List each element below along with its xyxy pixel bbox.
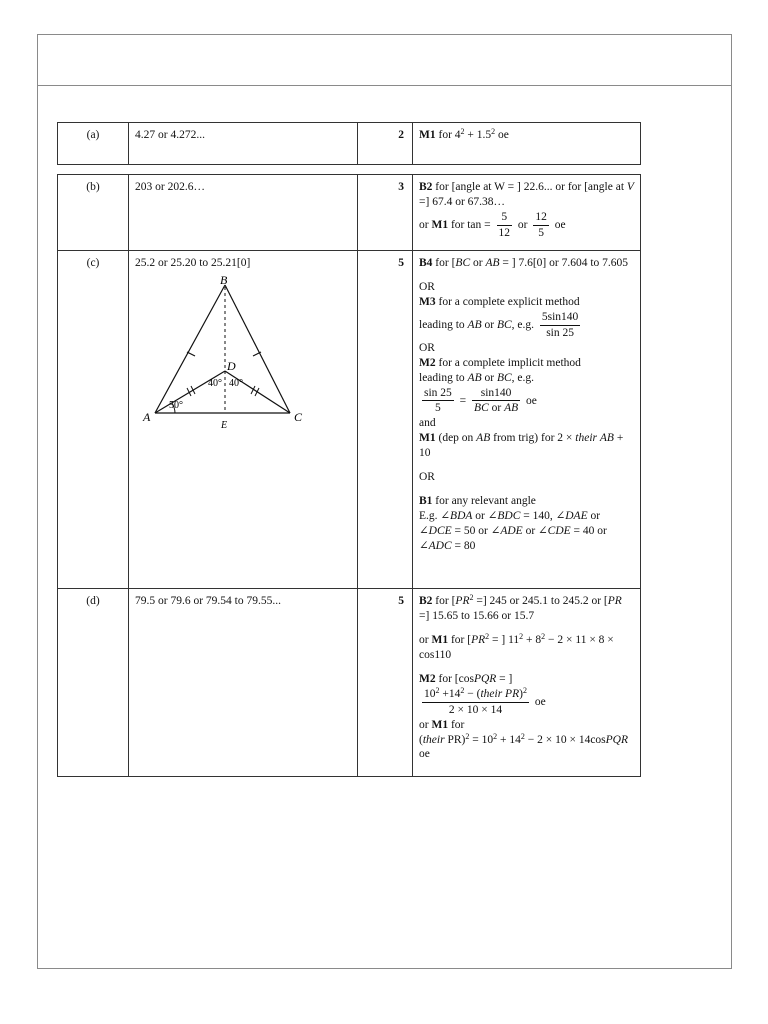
vertex-label-e: E: [221, 419, 228, 431]
note-text: =] 67.4 or 67.38…: [419, 195, 506, 208]
note-text: or: [481, 318, 497, 331]
mark-code: M1: [431, 218, 449, 231]
note-text: E.g. ∠: [419, 510, 451, 523]
math-var: AB: [467, 371, 482, 384]
angle-label: 40°: [208, 377, 222, 389]
note-text: = 140, ∠: [520, 510, 566, 523]
notes-cell: [413, 175, 641, 251]
math-var: BC: [455, 257, 471, 269]
answer-cell: 4.27 or 4.272...: [129, 123, 358, 165]
angle-label: 50°: [169, 399, 183, 411]
numerator: [422, 687, 529, 703]
math-var: CDE: [547, 525, 571, 537]
math-var: AB: [504, 402, 519, 415]
mark-scheme-table-bcd: [57, 174, 641, 777]
note-text: PR): [444, 733, 466, 746]
note-text: for [: [432, 595, 456, 607]
note-text: or ∠: [472, 510, 498, 523]
spacer: [419, 663, 634, 672]
math-var: AB: [485, 257, 500, 269]
note-text: or: [488, 402, 505, 415]
mark-code: B4: [419, 257, 433, 269]
note-line: [419, 180, 634, 210]
superscript: 2: [520, 731, 525, 741]
note-text: +14: [439, 687, 461, 700]
note-text: = 50 or ∠: [451, 525, 501, 537]
note-line: [419, 210, 634, 241]
note-text: − (: [464, 687, 481, 700]
numerator: 12: [533, 210, 549, 226]
note-line: [419, 733, 634, 763]
note-line: [419, 386, 634, 417]
note-line: [419, 256, 634, 271]
triangle-diagram: [135, 275, 315, 435]
denominator: sin 25: [546, 326, 574, 339]
vertex-label-a: A: [143, 409, 151, 424]
marks-cell: 3: [358, 175, 413, 251]
mark-code: M1: [431, 633, 449, 646]
note-text: oe: [419, 748, 430, 761]
note-text: =] 245 or 245.1 to 245.2 or [: [473, 595, 608, 607]
mark-code: B2: [419, 181, 433, 193]
math-var: PR: [607, 595, 622, 607]
note-line: [419, 509, 634, 554]
marks-cell: 5: [358, 251, 413, 589]
note-text: + 8: [523, 633, 542, 646]
mark-code: M1: [419, 432, 436, 445]
note-line: [419, 718, 634, 733]
math-var: PR: [471, 633, 486, 646]
note-text: or: [481, 371, 497, 384]
mark-code: M2: [419, 356, 436, 369]
superscript: 2: [519, 631, 524, 641]
denominator: 12: [498, 226, 511, 239]
superscript: 2: [541, 631, 546, 641]
math-var: BC: [474, 402, 489, 415]
note-text: , e.g.: [511, 371, 535, 384]
note-text: − 2 × 11 × 8 × cos110: [419, 633, 614, 661]
angle-label: 40°: [229, 377, 243, 389]
answer-cell: 79.5 or 79.6 or 79.54 to 79.55...: [129, 589, 358, 777]
spacer: [419, 624, 634, 633]
answer-cell: [129, 251, 358, 589]
note-line: [419, 594, 634, 624]
note-text: or: [419, 718, 432, 731]
math-var: their: [575, 432, 598, 445]
math-var: V: [626, 181, 634, 193]
superscript: 2: [469, 593, 474, 602]
note-line: [419, 687, 634, 718]
note-text: or: [470, 257, 486, 269]
fraction: [472, 386, 520, 417]
math-var: PR: [455, 595, 470, 607]
math-var: AB: [467, 318, 482, 331]
mark-code: M3: [419, 295, 436, 308]
numerator: 5sin140: [540, 310, 580, 326]
table-row: [58, 123, 641, 165]
note-text: =] 15.65 to 15.66 or 15.7: [419, 609, 535, 622]
math-var: BDA: [450, 510, 473, 523]
note-text: for: [448, 718, 465, 731]
vertex-label-d: D: [227, 358, 236, 373]
note-line: OR: [419, 471, 435, 484]
note-text: oe: [495, 129, 509, 141]
note-text: from trig) for 2 ×: [490, 432, 576, 445]
note-line: [419, 672, 634, 687]
marks-cell: 5: [358, 589, 413, 777]
numerator: 5: [497, 210, 513, 226]
note-text: + 14: [497, 733, 521, 746]
superscript: 2: [491, 127, 496, 136]
note-text: ): [519, 687, 523, 700]
vertex-label-b: B: [220, 274, 228, 287]
note-text: for a complete explicit method: [435, 295, 580, 308]
math-var: their PR: [480, 687, 520, 700]
fraction: [533, 210, 549, 241]
side-bc: [225, 285, 290, 413]
note-text: for [: [448, 633, 472, 646]
spacer: [419, 485, 634, 494]
note-line: [419, 633, 634, 663]
fraction: [422, 386, 454, 417]
math-var: PQR: [605, 733, 629, 746]
note-text: or: [419, 218, 432, 231]
note-text: = ] 7.6[0] or 7.604 to 7.605: [499, 257, 629, 269]
math-var: ADC: [428, 539, 452, 552]
math-var: BC: [496, 371, 512, 384]
spacer: [419, 461, 634, 470]
part-label: (b): [58, 175, 129, 251]
table-row: [58, 589, 641, 777]
superscript: 2: [485, 631, 490, 641]
note-text: (dep on: [435, 432, 477, 445]
mark-scheme-table-a: [57, 122, 641, 165]
mark-code: B1: [419, 495, 433, 508]
note-text: leading to: [419, 371, 468, 384]
fraction: [497, 210, 513, 241]
note-text: =: [456, 394, 470, 407]
note-line: and: [419, 417, 436, 430]
fraction: [540, 310, 580, 341]
note-text: leading to: [419, 318, 468, 331]
note-line: OR: [419, 341, 435, 354]
mark-code: M1: [431, 718, 449, 731]
mark-code: M2: [419, 672, 436, 685]
note-text: or: [515, 218, 531, 231]
note-line: [419, 431, 634, 461]
denominator: 5: [538, 226, 544, 239]
numerator: sin140: [472, 386, 520, 402]
note-text: oe: [523, 394, 537, 407]
note-line: [419, 310, 634, 341]
math-var: BC: [496, 318, 512, 331]
math-var: their: [422, 733, 445, 746]
mark-code: B2: [419, 595, 433, 607]
note-line: [419, 295, 634, 310]
denominator: 2 × 10 × 14: [448, 703, 503, 716]
mark-code: M1: [419, 129, 436, 141]
note-text: for [angle at W = ] 22.6... or for [angle at: [432, 181, 627, 193]
note-line: OR: [419, 280, 435, 293]
note-text: or ∠: [522, 525, 548, 537]
tick-mark: [187, 352, 195, 356]
part-label: (c): [58, 251, 129, 589]
superscript: 2: [460, 685, 465, 695]
note-line: [419, 356, 634, 371]
part-label: (d): [58, 589, 129, 777]
note-line: [419, 371, 634, 386]
superscript: 2: [435, 685, 440, 695]
note-text: oe: [551, 218, 566, 231]
note-text: or: [419, 633, 432, 646]
note-text: = 10: [469, 733, 494, 746]
math-var: AB: [476, 432, 491, 445]
note-text: oe: [531, 695, 546, 708]
vertex-label-c: C: [294, 409, 303, 424]
note-text: for any relevant angle: [432, 495, 536, 508]
marks-cell: 2: [358, 123, 413, 165]
superscript: 2: [493, 731, 498, 741]
math-var: DAE: [565, 510, 588, 523]
header-divider: [37, 85, 732, 86]
spacer: [419, 271, 634, 280]
fraction: [422, 687, 529, 718]
note-text: for tan =: [448, 218, 494, 231]
part-label: (a): [58, 123, 129, 165]
superscript: 2: [460, 127, 465, 136]
notes-cell: [413, 589, 641, 777]
math-var: BDC: [497, 510, 521, 523]
note-text: = 40 or ∠: [419, 525, 607, 552]
note-text: for [cos: [435, 672, 474, 685]
note-text: 10: [424, 687, 436, 700]
answer-cell: 203 or 202.6…: [129, 175, 358, 251]
denominator: [472, 401, 520, 416]
note-text: = ] 11: [489, 633, 520, 646]
note-text: + 1.5: [464, 129, 492, 141]
note-text: = ]: [496, 672, 513, 685]
note-text: for [: [432, 257, 456, 269]
math-var: PQR: [473, 672, 497, 685]
math-var: AB: [599, 432, 614, 445]
note-line: [419, 494, 634, 509]
note-text: + 10: [419, 432, 624, 460]
math-var: DCE: [428, 525, 452, 537]
note-text: for a complete implicit method: [435, 356, 581, 369]
note-text: or ∠: [419, 510, 601, 537]
notes-cell: [413, 123, 641, 165]
notes-cell: [413, 251, 641, 589]
superscript: 2: [522, 685, 527, 695]
note-text: − 2 × 10 × 14cos: [524, 733, 606, 746]
numerator: sin 25: [422, 386, 454, 402]
note-text: (: [419, 733, 423, 746]
math-var: ADE: [500, 525, 523, 537]
answer-text: 25.2 or 25.20 to 25.21[0]: [135, 257, 251, 269]
table-row: [58, 175, 641, 251]
denominator: 5: [435, 402, 441, 415]
superscript: 2: [465, 731, 470, 741]
note-text: for 4: [435, 129, 461, 141]
note-text: = 80: [451, 539, 476, 552]
note-text: , e.g.: [511, 318, 537, 331]
table-row: [58, 251, 641, 589]
